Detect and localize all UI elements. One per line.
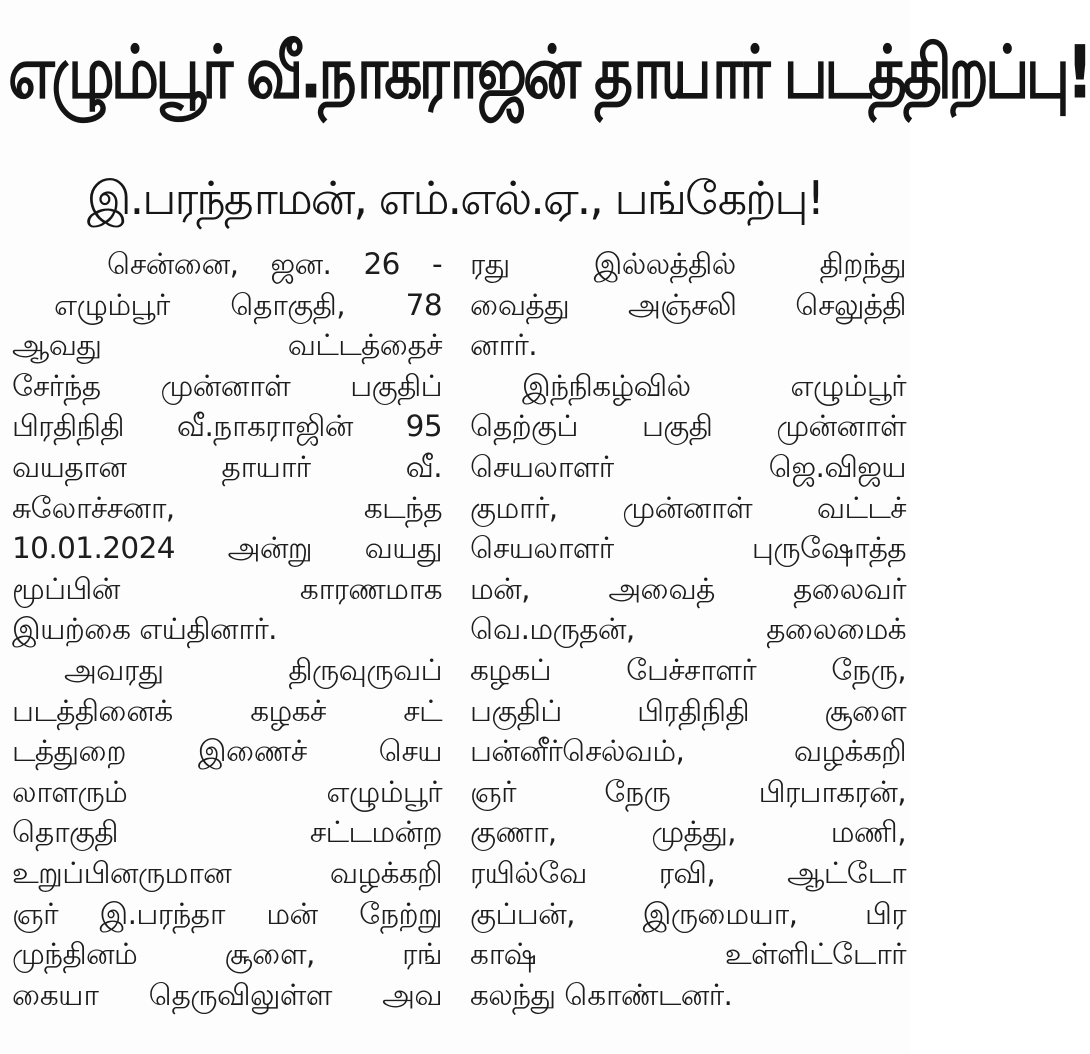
article-line: பிரதிநிதி வீ.நாகராஜின் 95 <box>12 409 442 444</box>
article-line: ரது இல்லத்தில் திறந்து <box>470 247 906 281</box>
article-line: ஞர் நேரு பிரபாகரன், <box>470 774 906 809</box>
article-line: எழும்பூர் தொகுதி, 78 <box>54 287 442 322</box>
article-line: 10.01.2024 அன்று வயது <box>12 531 442 566</box>
article-line: சுலோச்சனா, கடந்த <box>12 490 442 525</box>
article-line: பன்னீர்செல்வம், வழக்கறி <box>470 734 906 769</box>
article-line: உறுப்பினருமான வழக்கறி <box>12 855 442 890</box>
article-column-left <box>12 244 442 1015</box>
subheadline: இ.பரந்தாமன், எம்.எல்.ஏ., பங்கேற்பு! <box>86 171 824 225</box>
article-line: செயலாளர் புருஷோத்த <box>470 531 906 566</box>
article-line: கழகப் பேச்சாளர் நேரு, <box>470 652 906 687</box>
article-line: மன், அவைத் தலைவர் <box>470 571 906 606</box>
article-line: கையா தெருவிலுள்ள அவ <box>12 977 442 1012</box>
article-column-right <box>470 244 906 1015</box>
article-line: தொகுதி சட்டமன்ற <box>12 815 442 850</box>
headline: எழும்பூர் வீ.நாகராஜன் தாயார் படத்திறப்பு! <box>8 30 1090 116</box>
article-line: னார். <box>470 328 538 363</box>
article-line: செயலாளர் ஜெ.விஜய <box>470 449 906 484</box>
article-line: முந்தினம் சூளை, ரங் <box>12 937 442 972</box>
article-line: ஆவது வட்டத்தைச் <box>12 328 442 363</box>
article-line: இயற்கை எய்தினார். <box>12 612 277 647</box>
article-line: படத்தினைக் கழகச் சட் <box>12 693 442 728</box>
article-line: டத்துறை இணைச் செய <box>12 734 442 769</box>
article-line: வெ.மருதன், தலைமைக் <box>470 612 906 647</box>
article-line: காஷ் உள்ளிட்டோர் <box>470 937 906 972</box>
article-line: சேர்ந்த முன்னாள் பகுதிப் <box>12 368 442 403</box>
article-line: இந்நிகழ்வில் எழும்பூர் <box>522 368 906 403</box>
article-line: குப்பன், இருமையா, பிர <box>470 896 906 931</box>
article-line: குணா, முத்து, மணி, <box>470 815 906 850</box>
article-line: மூப்பின் காரணமாக <box>12 571 442 606</box>
article-line: அவரது திருவுருவப் <box>64 652 442 687</box>
article-line: பகுதிப் பிரதிநிதி சூளை <box>470 693 906 728</box>
article-line: லாளரும் எழும்பூர் <box>12 774 442 809</box>
article-line: தெற்குப் பகுதி முன்னாள் <box>470 409 906 444</box>
article-line: வயதான தாயார் வீ. <box>12 449 442 484</box>
article-line: சென்னை, ஜன. 26 - <box>107 247 442 281</box>
article-line: ஞர் இ.பரந்தா மன் நேற்று <box>12 896 442 931</box>
article-line: ரயில்வே ரவி, ஆட்டோ <box>470 855 906 890</box>
article-line: வைத்து அஞ்சலி செலுத்தி <box>470 287 906 322</box>
article-line: குமார், முன்னாள் வட்டச் <box>470 490 906 525</box>
article-line: கலந்து கொண்டனர். <box>470 977 733 1012</box>
